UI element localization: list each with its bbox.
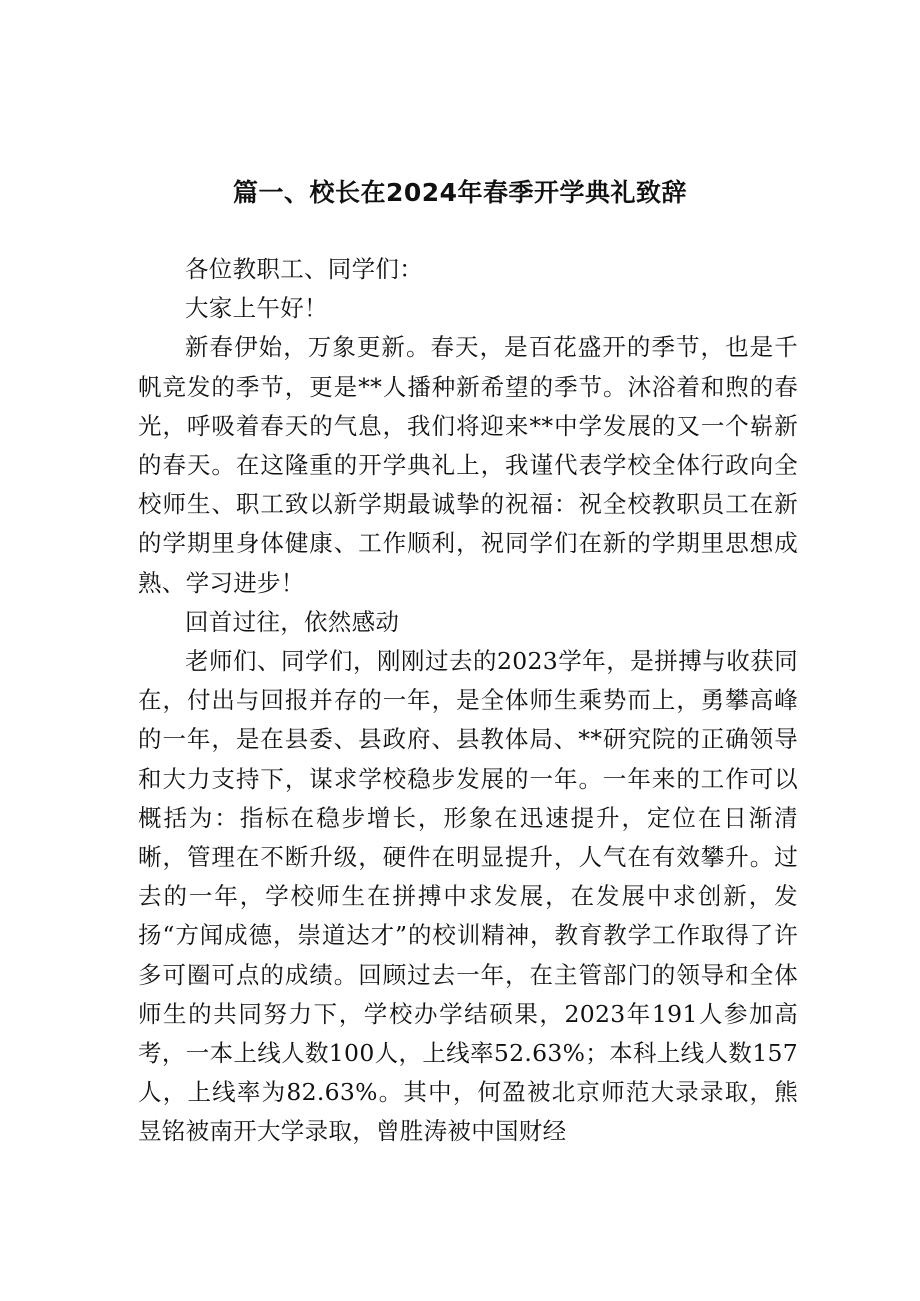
section-heading: 回首过往，依然感动 <box>185 607 400 636</box>
greeting-paragraph: 大家上午好！ <box>185 294 328 323</box>
document-body <box>138 250 798 1152</box>
review-paragraph: 老师们、同学们，刚刚过去的2023学年，是拼搏与收获同在，付出与回报并存的一年，是全体师生乘势而上，勇攀高峰的一年，是在县委、县政府、县教体局、**研究院的正确领导和大力支持下，谋求学校稳步发展的一年。一年来的工作可以概括为：指标在稳步增长，形象在迅速提升，定位在日渐清晰，管理在不断升级，硬件在明显提升，人气在有效攀升。过去的一年，学校师生在拼搏中求发展，在发展中求创新，发扬“方闻成德，崇道达才”的校训精神，教育教学工作取得了许多可圈可点的成绩。回顾过去一年，在主管部门的领导和全体师生的共同努力下，学校办学结硕果，2023年191人参加高考，一本上线人数100人，上线率52.63%；本科上线人数157人，上线率为82.63%。其中，何盈被北京师范大录录取，熊昱铭被南开大学录取，曾胜涛被中国财经 <box>138 647 798 1146</box>
opening-paragraph: 新春伊始，万象更新。春天，是百花盛开的季节，也是千帆竞发的季节，更是**人播种新希望的季节。沐浴着和煦的春光，呼吸着春天的气息，我们将迎来**中学发展的又一个崭新的春天。在这隆重的开学典礼上，我谨代表学校全体行政向全校师生、职工致以新学期最诚挚的祝福：祝全校教职员工在新的学期里身体健康、工作顺利，祝同学们在新的学期里思想成熟、学习进步！ <box>138 333 798 597</box>
salutation-paragraph: 各位教职工、同学们： <box>185 255 423 283</box>
document-title: 篇一、校长在2024年春季开学典礼致辞 <box>232 178 688 207</box>
